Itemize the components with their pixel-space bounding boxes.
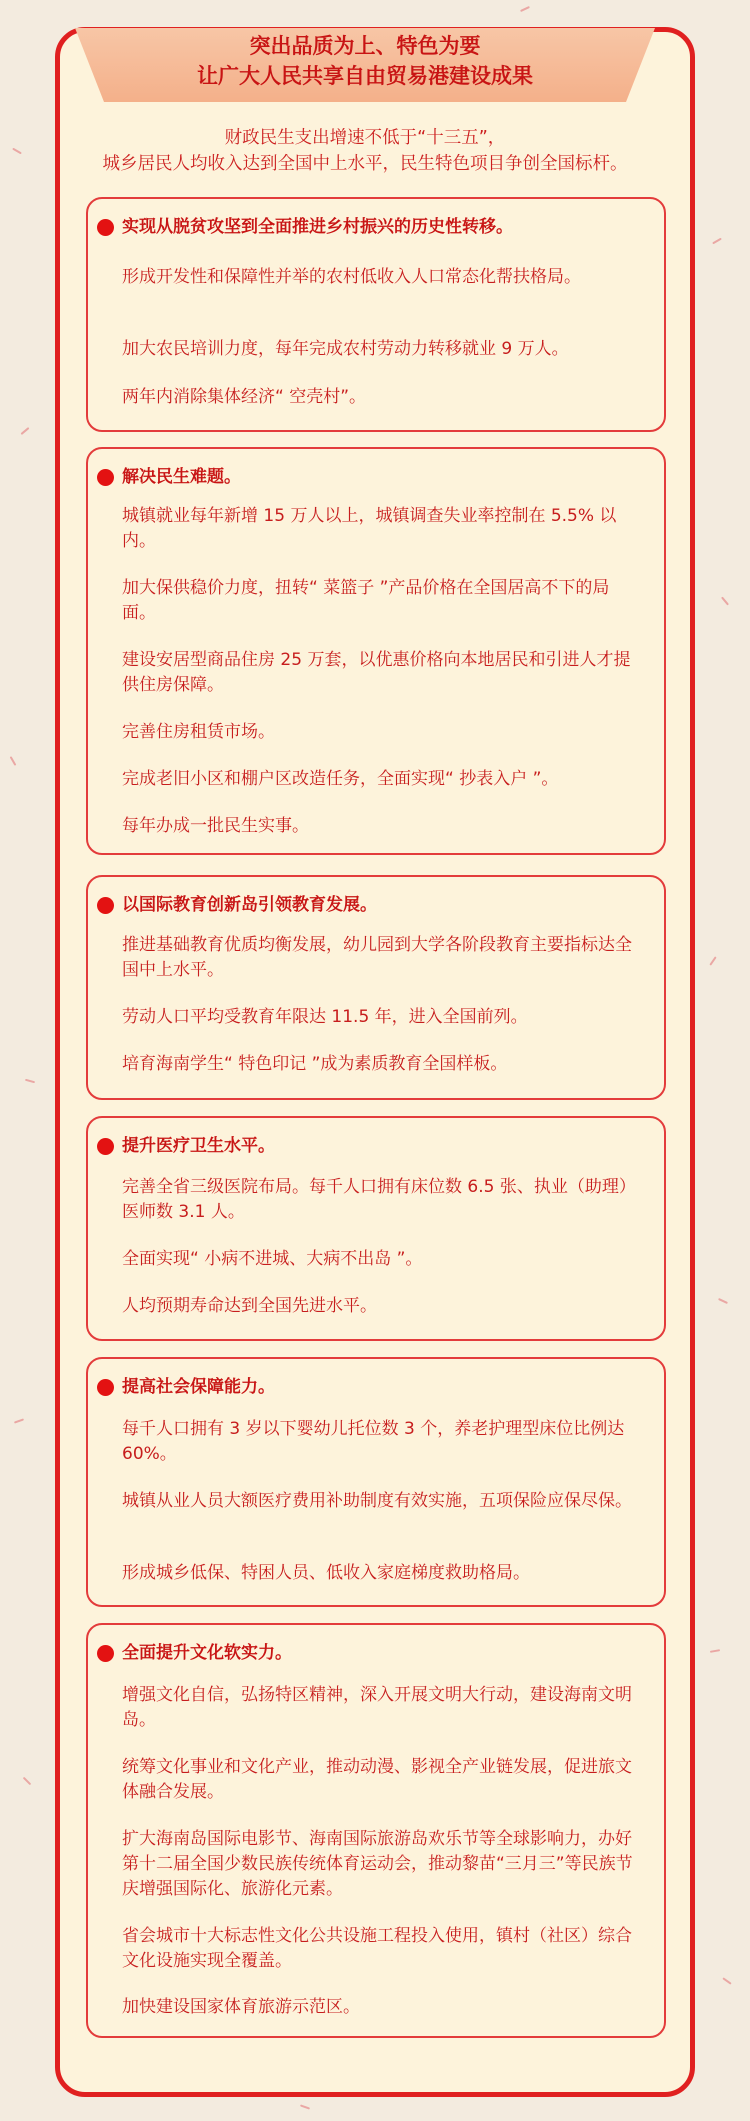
section-item: 城镇就业每年新增 15 万人以上，城镇调查失业率控制在 5.5% 以内。	[122, 506, 617, 551]
section-item: 形成开发性和保障性并举的农村低收入人口常态化帮扶格局。	[122, 267, 581, 287]
section-item: 加大农民培训力度，每年完成农村劳动力转移就业 9 万人。	[122, 339, 569, 359]
section-card-culture	[86, 1623, 666, 2038]
page-title-line-2: 让广大人民共享自由贸易港建设成果	[197, 64, 533, 88]
background-speck	[712, 238, 722, 245]
background-speck	[722, 1977, 731, 1984]
section-item: 建设安居型商品住房 25 万套，以优惠价格向本地居民和引进人才提供住房保障。	[122, 650, 631, 695]
bullet-dot-icon	[97, 897, 114, 914]
section-card-livelihood	[86, 447, 666, 855]
section-item: 增强文化自信，弘扬特区精神，深入开展文明大行动，建设海南文明岛。	[122, 1685, 632, 1730]
section-item: 两年内消除集体经济“ 空壳村”。	[122, 387, 367, 407]
section-item: 推进基础教育优质均衡发展，幼儿园到大学各阶段教育主要指标达全国中上水平。	[122, 935, 632, 980]
section-item: 每年办成一批民生实事。	[122, 816, 309, 836]
section-item: 培育海南学生“ 特色印记 ”成为素质教育全国样板。	[122, 1054, 508, 1074]
section-item: 人均预期寿命达到全国先进水平。	[122, 1296, 377, 1316]
section-item: 完善全省三级医院布局。每千人口拥有床位数 6.5 张、执业（助理）医师数 3.1 人。	[122, 1177, 636, 1222]
section-item: 形成城乡低保、特困人员、低收入家庭梯度救助格局。	[122, 1563, 530, 1583]
section-title: 实现从脱贫攻坚到全面推进乡村振兴的历史性转移。	[122, 217, 513, 237]
intro-line-1: 财政民生支出增速不低于“十三五”，	[224, 128, 506, 148]
background-speck	[10, 756, 17, 766]
section-title: 全面提升文化软实力。	[122, 1643, 292, 1663]
section-item: 城镇从业人员大额医疗费用补助制度有效实施，五项保险应保尽保。	[122, 1491, 632, 1511]
section-card-education	[86, 875, 666, 1100]
bullet-dot-icon	[97, 1138, 114, 1155]
background-speck	[709, 956, 716, 965]
section-card-social-security	[86, 1357, 666, 1607]
background-speck	[718, 1298, 728, 1304]
background-speck	[12, 148, 22, 155]
section-title: 提高社会保障能力。	[122, 1377, 275, 1397]
section-item: 省会城市十大标志性文化公共设施工程投入使用，镇村（社区）综合文化设施实现全覆盖。	[122, 1926, 632, 1971]
bullet-dot-icon	[97, 1379, 114, 1396]
bullet-dot-icon	[97, 469, 114, 486]
intro-line-2: 城乡居民人均收入达到全国中上水平，民生特色项目争创全国标杆。	[102, 154, 628, 174]
section-card-rural-revitalization	[86, 197, 666, 432]
section-item: 统筹文化事业和文化产业，推动动漫、影视全产业链发展，促进旅文体融合发展。	[122, 1757, 632, 1802]
background-speck	[23, 1777, 31, 1785]
background-speck	[710, 1649, 720, 1653]
section-title: 以国际教育创新岛引领教育发展。	[122, 895, 377, 915]
section-item: 完成老旧小区和棚户区改造任务，全面实现“ 抄表入户 ”。	[122, 769, 559, 789]
background-speck	[721, 597, 729, 606]
page-title-line-1: 突出品质为上、特色为要	[249, 34, 481, 58]
section-item: 完善住房租赁市场。	[122, 722, 275, 742]
section-item: 加快建设国家体育旅游示范区。	[122, 1997, 360, 2017]
bullet-dot-icon	[97, 219, 114, 236]
section-item: 扩大海南岛国际电影节、海南国际旅游岛欢乐节等全球影响力，办好第十二届全国少数民族传统体育运动会，推动黎苗“三月三”等民族节庆增强国际化、旅游化元素。	[122, 1829, 633, 1899]
section-item: 加大保供稳价力度，扭转“ 菜篮子 ”产品价格在全国居高不下的局面。	[122, 578, 610, 623]
section-item: 劳动人口平均受教育年限达 11.5 年，进入全国前列。	[122, 1007, 528, 1027]
background-speck	[14, 1418, 24, 1423]
background-speck	[21, 427, 30, 435]
background-speck	[25, 1079, 35, 1084]
background-speck	[300, 2104, 310, 2109]
background-speck	[520, 6, 530, 12]
section-title: 解决民生难题。	[122, 467, 241, 487]
section-card-healthcare	[86, 1116, 666, 1341]
section-title: 提升医疗卫生水平。	[122, 1136, 275, 1156]
bullet-dot-icon	[97, 1645, 114, 1662]
section-item: 全面实现“ 小病不进城、大病不出岛 ”。	[122, 1249, 423, 1269]
section-item: 每千人口拥有 3 岁以下婴幼儿托位数 3 个，养老护理型床位比例达 60%。	[122, 1419, 625, 1464]
